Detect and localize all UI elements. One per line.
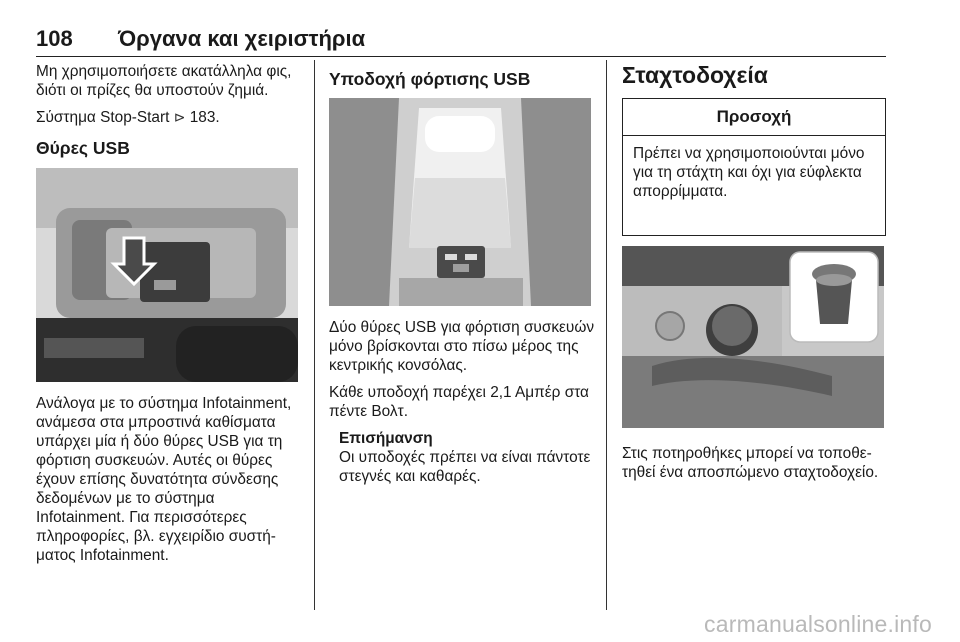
usb-description: Ανάλογα με το σύστημα Infotainment, ανάμεσα στα μπροστινά καθίσματα υπάρχει μία ή δύο θύρες USB για τη φόρτιση συσκευών. Αυτές οι θύρες έχουν επίσης δυνατότητα σύνδεσης δεδομένων με το σύστημα Infotainment. Για περισσότερες πληροφορίες, βλ. εγχειρίδιο συστή- ματος Infotainment. xyxy=(36,395,292,564)
section-heading-usb-charging: Υποδοχή φόρτισης USB xyxy=(329,69,531,89)
column-2-text xyxy=(329,318,601,486)
usb-power-text: Κάθε υποδοχή παρέχει 2,1 Αμπέρ στα πέντε Βολτ. xyxy=(329,384,589,420)
watermark: carmanualsonline.info xyxy=(704,611,932,637)
column-3-text xyxy=(622,444,890,482)
cross-reference xyxy=(36,108,304,127)
note-block xyxy=(329,429,601,486)
column-divider xyxy=(314,60,315,610)
page-title: Όργανα και χειριστήρια xyxy=(118,26,366,51)
page-reference-icon: ⊳ xyxy=(173,109,186,125)
caution-text: Πρέπει να χρησιμοποιούνται μόνο για τη στάχτη και όχι για εύφλεκτα απορρίμματα. xyxy=(633,145,865,200)
section-heading-usb: Θύρες USB xyxy=(36,138,130,158)
reference-label: Σύστημα Stop-Start xyxy=(36,109,170,126)
usb-ports-photo xyxy=(36,168,298,382)
column-1 xyxy=(36,62,304,158)
caution-box xyxy=(622,98,886,236)
column-divider xyxy=(606,60,607,610)
ashtray-description: Στις ποτηροθήκες μπορεί να τοποθε- τηθεί ένα αποσπώμενο σταχτοδοχείο. xyxy=(622,445,879,481)
rear-console-usb-photo xyxy=(329,98,591,306)
column-1-lower xyxy=(36,394,304,565)
intro-text: Μη χρησιμοποιήσετε ακατάλληλα φις, διότι οι πρίζες θα υποστούν ζημιά. xyxy=(36,63,292,99)
section-heading-ashtrays: Σταχτοδοχεία xyxy=(622,62,768,88)
reference-page: 183. xyxy=(189,109,220,126)
note-text: Οι υποδοχές πρέπει να είναι πάντοτε στεγνές και καθαρές. xyxy=(339,449,591,485)
ashtray-photo xyxy=(622,246,884,428)
page-number: 108 xyxy=(36,26,73,51)
column-3-heading-block xyxy=(622,62,890,88)
note-heading: Επισήμανση xyxy=(339,430,433,447)
caution-title: Προσοχή xyxy=(623,99,885,136)
column-2-heading-block xyxy=(329,70,599,89)
page-header xyxy=(36,26,886,57)
usb-location-text: Δύο θύρες USB για φόρτιση συσκευών μόνο βρίσκονται στο πίσω μέρος της κεντρικής κονσόλας. xyxy=(329,319,595,374)
